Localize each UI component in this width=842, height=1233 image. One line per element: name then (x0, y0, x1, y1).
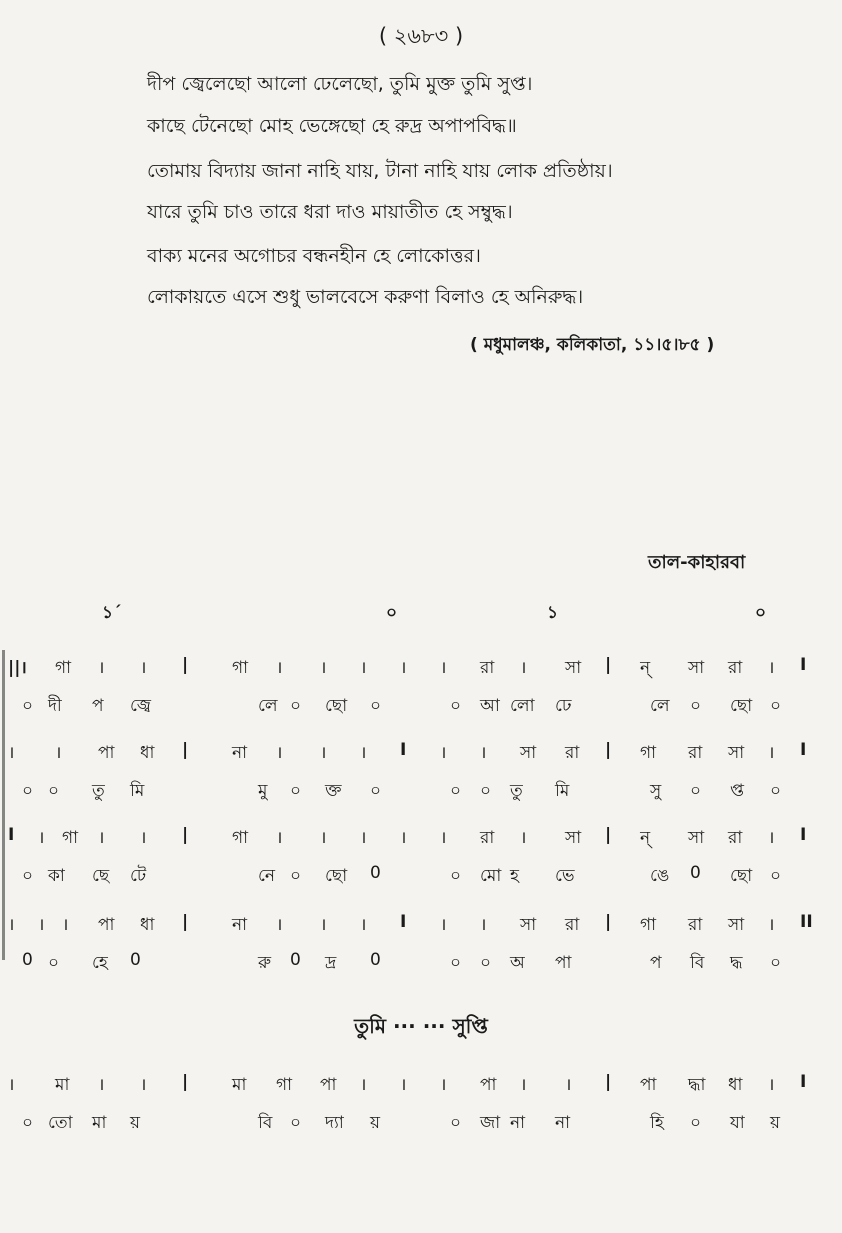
swara-note: । (98, 828, 105, 848)
lyric-syllable: ০ (450, 1113, 462, 1133)
swara-note: সা (520, 743, 537, 763)
lyric-syllable: ০ (22, 696, 34, 716)
lyric-syllable: ছো (325, 866, 348, 886)
swara-note: সা (688, 828, 705, 848)
swara-note: । (440, 828, 447, 848)
swara-note: না (232, 915, 248, 935)
swara-note: I (800, 740, 807, 760)
lyric-syllable: ভে (555, 866, 575, 886)
swara-note: গা (640, 915, 657, 935)
swara-note: । (320, 915, 327, 935)
block-4-lyric-row (0, 950, 842, 974)
lyric-syllable: না (555, 1113, 571, 1133)
swara-note: । (320, 658, 327, 678)
swara-note: পা (98, 743, 115, 763)
swara-note: সা (565, 828, 582, 848)
lyric-syllable: ০ (690, 781, 702, 801)
lyric-syllable: বি (690, 953, 705, 973)
swara-note: রা (728, 828, 743, 848)
swara-note: ধা (728, 1075, 743, 1095)
swara-note: রা (480, 828, 495, 848)
lyric-syllable: য় (770, 1113, 781, 1133)
swara-note: । (768, 915, 775, 935)
swara-note: । (8, 1075, 15, 1095)
lyric-syllable: ০ (450, 781, 462, 801)
block-2-swara-row (0, 740, 842, 764)
lyric-syllable: প্ত (730, 781, 744, 801)
lyric-syllable: ঢে (555, 696, 572, 716)
lyric-syllable: ০ (770, 866, 782, 886)
swara-note: রা (565, 743, 580, 763)
swara-note: ন্ (640, 658, 651, 678)
swara-note: । (440, 1075, 447, 1095)
swara-note: ধা (140, 915, 155, 935)
swara-note: । (276, 828, 283, 848)
swara-note: । (520, 828, 527, 848)
swara-note: । (565, 1075, 572, 1095)
swara-note: গা (276, 1075, 293, 1095)
swara-note: ন্ (640, 828, 651, 848)
swara-note: । (400, 1075, 407, 1095)
swara-note: । (8, 743, 15, 763)
beat-mark-4: ০ (755, 603, 767, 623)
lyric-syllable: অ (510, 953, 525, 973)
swara-note: । (440, 915, 447, 935)
swara-note: । (360, 828, 367, 848)
bar-line: | (182, 740, 189, 760)
swara-note: । (140, 1075, 147, 1095)
swara-note: রা (688, 743, 703, 763)
lyric-syllable: য় (130, 1113, 141, 1133)
attribution: ( মধুমালঞ্চ, কলিকাতা, ১১।৫।৮৫ ) (470, 335, 715, 355)
lyric-syllable: টে (130, 866, 147, 886)
verse-line-2: কাছে টেনেছো মোহ ভেঙ্গেছো হে রুদ্র অপাপবিদ্ধ॥ (147, 115, 517, 137)
lyric-syllable: তু (510, 781, 523, 801)
swara-note: । (98, 1075, 105, 1095)
lyric-syllable: মি (130, 781, 145, 801)
lyric-syllable: পা (555, 953, 572, 973)
block-3-swara-row (0, 825, 842, 849)
verse-line-3: তোমায় বিদ্যায় জানা নাহি যায়, টানা নাহি যায় লোক প্রতিষ্ঠায়। (147, 160, 613, 182)
bar-line: | (605, 1072, 612, 1092)
verse-line-4: যারে তুমি চাও তারে ধরা দাও মায়াতীত হে সম্বুদ্ধ। (147, 201, 513, 223)
swara-note: । (768, 828, 775, 848)
swara-note: II (800, 912, 813, 932)
bar-line: | (182, 655, 189, 675)
swara-note: । (98, 658, 105, 678)
beat-mark-2: ০ (386, 603, 398, 623)
swara-note: । (320, 743, 327, 763)
verse-line-5: বাক্য মনের অগোচর বন্ধনহীন হে লোকোত্তর। (147, 245, 481, 267)
swara-note: রা (688, 915, 703, 935)
swara-note: । (38, 915, 45, 935)
lyric-syllable: জ্বে (130, 696, 152, 716)
lyric-syllable: 0 (22, 950, 33, 970)
swara-note: । (400, 658, 407, 678)
swara-note: গা (640, 743, 657, 763)
section-title: তুমি ··· ··· সুপ্তি (354, 1014, 488, 1038)
lyric-syllable: লে (258, 696, 278, 716)
lyric-syllable: প (92, 696, 104, 716)
lyric-syllable: ০ (370, 781, 382, 801)
swara-note: না (232, 743, 248, 763)
lyric-syllable: যা (730, 1113, 745, 1133)
lyric-syllable: ছো (325, 696, 348, 716)
swara-note: । (360, 743, 367, 763)
block-2-lyric-row (0, 778, 842, 802)
lyric-syllable: ০ (770, 781, 782, 801)
bar-line: | (605, 740, 612, 760)
lyric-syllable: য় (370, 1113, 381, 1133)
swara-note: সা (520, 915, 537, 935)
lyric-syllable: জা (480, 1113, 501, 1133)
lyric-syllable: দ্র (325, 953, 337, 973)
swara-note: । (768, 743, 775, 763)
swara-note: পা (480, 1075, 497, 1095)
block-3-lyric-row (0, 863, 842, 887)
lyric-syllable: আ (480, 696, 500, 716)
swara-note: । (276, 658, 283, 678)
lyric-syllable: 0 (290, 950, 301, 970)
lyric-syllable: 0 (130, 950, 141, 970)
swara-note: মা (55, 1075, 70, 1095)
swara-note: । (360, 658, 367, 678)
lyric-syllable: প (650, 953, 662, 973)
swara-note: । (768, 658, 775, 678)
bar-line: | (182, 825, 189, 845)
lyric-syllable: 0 (370, 950, 381, 970)
bar-line: | (182, 912, 189, 932)
swara-note: রা (565, 915, 580, 935)
lyric-syllable: ০ (290, 866, 302, 886)
swara-note: । (480, 915, 487, 935)
verse-line-1: দীপ জ্বেলেছো আলো ঢেলেছো, তুমি মুক্ত তুমি সুপ্ত। (147, 73, 533, 95)
swara-note: I (800, 1072, 807, 1092)
lyric-syllable: কা (48, 866, 65, 886)
swara-note: গা (232, 828, 249, 848)
swara-note: পা (98, 915, 115, 935)
swara-note: I (400, 740, 407, 760)
lyric-syllable: ০ (450, 866, 462, 886)
swara-note: পা (640, 1075, 657, 1095)
lyric-syllable: 0 (690, 863, 701, 883)
swara-note: সা (688, 658, 705, 678)
block-1-swara-row (0, 655, 842, 679)
lyric-syllable: ০ (370, 696, 382, 716)
swara-note: । (276, 743, 283, 763)
swara-note: । (320, 828, 327, 848)
lyric-syllable: ০ (22, 781, 34, 801)
bar-line: | (605, 912, 612, 932)
swara-note: সা (728, 915, 745, 935)
swara-note: । (400, 828, 407, 848)
swara-note: । (55, 743, 62, 763)
lyric-syllable: মি (555, 781, 570, 801)
lyric-syllable: ছো (730, 866, 753, 886)
lyric-syllable: রু (258, 953, 272, 973)
swara-note: । (38, 828, 45, 848)
lyric-syllable: ০ (690, 696, 702, 716)
lyric-syllable: ০ (690, 1113, 702, 1133)
lyric-syllable: মো (480, 866, 502, 886)
swara-note: । (520, 1075, 527, 1095)
lyric-syllable: ছো (730, 696, 753, 716)
bar-line: | (182, 1072, 189, 1092)
lyric-syllable: দ্ধ (730, 953, 743, 973)
lyric-syllable: ০ (480, 953, 492, 973)
lyric-syllable: ক্ত (325, 781, 342, 801)
lyric-syllable: দ্যা (325, 1113, 344, 1133)
lyric-syllable: হে (92, 953, 108, 973)
lyric-syllable: হি (650, 1113, 664, 1133)
swara-note: । (276, 915, 283, 935)
swara-note: I (400, 912, 407, 932)
lyric-syllable: ছে (92, 866, 110, 886)
lyric-syllable: ০ (290, 696, 302, 716)
swara-note: I (800, 655, 807, 675)
lyric-syllable: ০ (450, 696, 462, 716)
swara-note: ধা (140, 743, 155, 763)
lyric-syllable: দী (48, 696, 62, 716)
swara-note: গা (62, 828, 79, 848)
beat-mark-1: ১´ (102, 603, 122, 623)
swara-note: সা (565, 658, 582, 678)
lyric-syllable: ০ (450, 953, 462, 973)
swara-note: । (62, 915, 69, 935)
block-4-swara-row (0, 912, 842, 936)
swara-note: I (8, 825, 15, 845)
swara-note: গা (232, 658, 249, 678)
swara-note: ||। (8, 658, 27, 678)
lyric-syllable: মু (258, 781, 268, 801)
page-number: ( ২৬৮৩ ) (378, 24, 464, 48)
swara-note: পা (320, 1075, 337, 1095)
lyric-syllable: সু (650, 781, 662, 801)
lyric-syllable: নে (258, 866, 276, 886)
lyric-syllable: না (510, 1113, 526, 1133)
swara-note: রা (728, 658, 743, 678)
verse-line-6: লোকায়তে এসে শুধু ভালবেসে করুণা বিলাও হে অনিরুদ্ধ। (147, 286, 584, 308)
lyric-syllable: ০ (480, 781, 492, 801)
lyric-syllable: ০ (48, 781, 60, 801)
lyric-syllable: ০ (290, 781, 302, 801)
lyric-syllable: ০ (290, 1113, 302, 1133)
bar-line: | (605, 655, 612, 675)
swara-note: । (768, 1075, 775, 1095)
taal-label: তাল-কাহারবা (648, 552, 746, 573)
swara-note: । (360, 1075, 367, 1095)
lyric-syllable: হ (510, 866, 519, 886)
lyric-syllable: তো (48, 1113, 73, 1133)
swara-note: রা (480, 658, 495, 678)
swara-note: । (140, 658, 147, 678)
lyric-syllable: বি (258, 1113, 273, 1133)
lyric-syllable: ০ (22, 1113, 34, 1133)
swara-note: । (480, 743, 487, 763)
bar-line: | (605, 825, 612, 845)
lyric-syllable: লে (650, 696, 670, 716)
lyric-syllable: লো (510, 696, 535, 716)
lyric-syllable: ঙে (650, 866, 670, 886)
swara-note: । (440, 658, 447, 678)
block2-1-swara-row (0, 1072, 842, 1096)
lyric-syllable: মা (92, 1113, 107, 1133)
lyric-syllable: তু (92, 781, 105, 801)
swara-note: । (140, 828, 147, 848)
beat-mark-3: ১ (547, 603, 559, 623)
swara-note: । (520, 658, 527, 678)
swara-note: । (440, 743, 447, 763)
lyric-syllable: ০ (770, 696, 782, 716)
swara-note: সা (728, 743, 745, 763)
swara-note: । (360, 915, 367, 935)
block-1-lyric-row (0, 693, 842, 717)
swara-note: I (800, 825, 807, 845)
block2-1-lyric-row (0, 1110, 842, 1134)
lyric-syllable: ০ (770, 953, 782, 973)
lyric-syllable: ০ (48, 953, 60, 973)
swara-note: মা (232, 1075, 247, 1095)
lyric-syllable: 0 (370, 863, 381, 883)
swara-note: দ্ধা (688, 1075, 706, 1095)
swara-note: গা (55, 658, 72, 678)
swara-note: । (8, 915, 15, 935)
lyric-syllable: ০ (22, 866, 34, 886)
